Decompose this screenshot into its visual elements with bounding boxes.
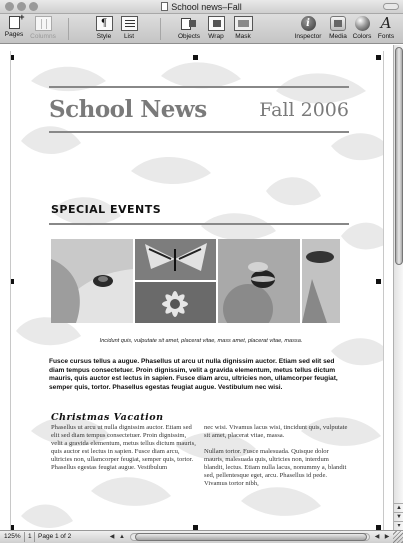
selection-handle-middle-left[interactable] — [10, 279, 14, 284]
pages-icon — [9, 16, 20, 29]
window-title: School news–Fall — [171, 2, 242, 12]
photo-daisy[interactable] — [135, 282, 216, 323]
status-divider — [34, 532, 35, 542]
section-rule — [49, 223, 349, 225]
scroll-right-small-arrow-icon[interactable]: ▲ — [119, 534, 125, 540]
columns-button[interactable] — [28, 16, 58, 42]
media-button[interactable] — [327, 16, 349, 42]
columns-label: Columns — [30, 33, 56, 40]
list-button[interactable] — [118, 16, 140, 42]
vertical-scroll-thumb[interactable] — [395, 47, 403, 265]
next-page-icon[interactable]: ▾ — [394, 521, 403, 530]
mask-icon — [234, 16, 253, 31]
status-divider — [24, 532, 25, 542]
wrap-label: Wrap — [208, 33, 224, 40]
paragraph-style-icon: ¶ — [96, 16, 113, 31]
lead-paragraph[interactable]: Fusce cursus tellus a augue. Phasellus ut arcu ut nulla dignissim auctor. Etiam sed elit sed diam tempus consectetuer. Proin dignissim, velit a gravida elementum, metus tellus dictum mauris, quis auctor est lectus in sapien. Fusce diam arcu, ultricies non, ullamcorper feugiat, semper quis, tortor. Phasellus egestas feugiat augue. Vestibulum nec wisi. — [49, 358, 338, 391]
mask-button[interactable] — [231, 16, 255, 42]
inspector-button[interactable] — [292, 16, 324, 42]
photo-insect-cropped[interactable] — [302, 239, 340, 323]
media-icon — [330, 16, 346, 31]
photo-bee-flower[interactable] — [51, 239, 133, 323]
fonts-label: Fonts — [377, 33, 395, 40]
window-resize-grip[interactable] — [393, 531, 403, 543]
masthead-date: Fall 2006 — [259, 99, 349, 121]
scroll-left-arrow-icon[interactable]: ◀ — [109, 534, 115, 540]
document-page[interactable] — [10, 51, 384, 530]
title-bar — [0, 0, 403, 14]
toolbar — [0, 14, 403, 44]
wrap-icon — [208, 16, 225, 31]
objects-button[interactable] — [175, 16, 203, 42]
inspector-label: Inspector — [294, 33, 322, 40]
scroll-up-arrow-icon[interactable]: ▲ — [394, 503, 403, 512]
list-icon — [121, 16, 138, 31]
list-label: List — [123, 33, 135, 40]
column-1-text[interactable]: Phasellus ut arcu ut nulla dignissim auctor. Etiam sed elit sed diam tempus consectetuer. Proin dignissim, velit a gravida elementum, metus tellus dictum mauris, quis auctor est lectus in sapien. Fusce diam arcu, ultricies non, ullamcorper feugiat, semper quis, tortor. Phasellus egestas feugiat augue. Vestibulum — [51, 424, 196, 472]
style-button[interactable] — [93, 16, 115, 42]
page-count-label: Page 1 of 2 — [38, 533, 72, 540]
subsection-title[interactable]: Christmas Vacation — [51, 412, 164, 423]
status-bar — [0, 530, 403, 543]
selection-handle-top-right[interactable] — [376, 55, 381, 60]
fonts-button[interactable] — [375, 16, 397, 42]
selection-handle-top-center[interactable] — [193, 55, 198, 60]
mask-label: Mask — [235, 33, 251, 40]
scroll-left-icon[interactable]: ◀ — [374, 534, 380, 540]
window-title-area — [0, 0, 403, 14]
section-title[interactable]: SPECIAL EVENTS — [51, 203, 162, 216]
masthead[interactable] — [49, 96, 349, 128]
masthead-rule-top — [49, 86, 349, 88]
selection-handle-top-left[interactable] — [10, 55, 14, 60]
document-icon — [161, 2, 168, 11]
colors-icon — [355, 16, 370, 31]
columns-icon — [35, 16, 52, 31]
colors-label: Colors — [352, 33, 372, 40]
photo-caption[interactable]: Incidunt quis, vulputate sit amet, placerat vitae, mass amet, placerat vitae, massa. — [99, 338, 303, 344]
toolbar-toggle-button[interactable] — [383, 3, 399, 10]
fonts-icon: A — [380, 14, 392, 32]
style-label: Style — [96, 33, 112, 40]
photo-bumblebee[interactable] — [218, 239, 300, 323]
vertical-scrollbar[interactable] — [393, 45, 403, 530]
selection-handle-middle-right[interactable] — [376, 279, 381, 284]
pages-label: Pages — [4, 31, 24, 38]
zoom-level[interactable]: 125% — [4, 533, 21, 540]
horizontal-scroll-thumb[interactable] — [135, 533, 367, 541]
objects-label: Objects — [177, 33, 201, 40]
masthead-title: School News — [49, 96, 207, 123]
masthead-rule-bottom — [49, 131, 349, 133]
wrap-button[interactable] — [205, 16, 227, 42]
toolbar-separator — [68, 18, 69, 40]
column-2-text-b[interactable]: Nullam tortor. Fusce malesuada. Quisque dolor mauris, malesuada quis, ultricies non, interdum blandit, lectus. Etiam nulla lacus, nonummy a, blandit sed, pellentesque eget, arcu. Phasellus id pede. Vivamus tortor nibh, — [204, 448, 347, 488]
media-label: Media — [329, 33, 347, 40]
document-canvas[interactable] — [0, 45, 393, 530]
objects-icon — [180, 16, 198, 31]
page-number-field[interactable]: 1 — [28, 533, 32, 540]
pages-button[interactable] — [4, 16, 24, 42]
scroll-down-arrow-icon[interactable]: ▼ — [394, 512, 403, 521]
toolbar-separator — [160, 18, 161, 40]
inspector-icon: i — [301, 16, 316, 31]
photo-butterfly[interactable] — [135, 239, 216, 280]
scroll-right-icon[interactable]: ▶ — [384, 534, 390, 540]
column-2-text-a[interactable]: nec wisi. Vivamus lacus wisi, tincidunt quis, vulputate sit amet, placerat vitae, massa. — [204, 424, 348, 440]
colors-button[interactable] — [351, 16, 373, 42]
